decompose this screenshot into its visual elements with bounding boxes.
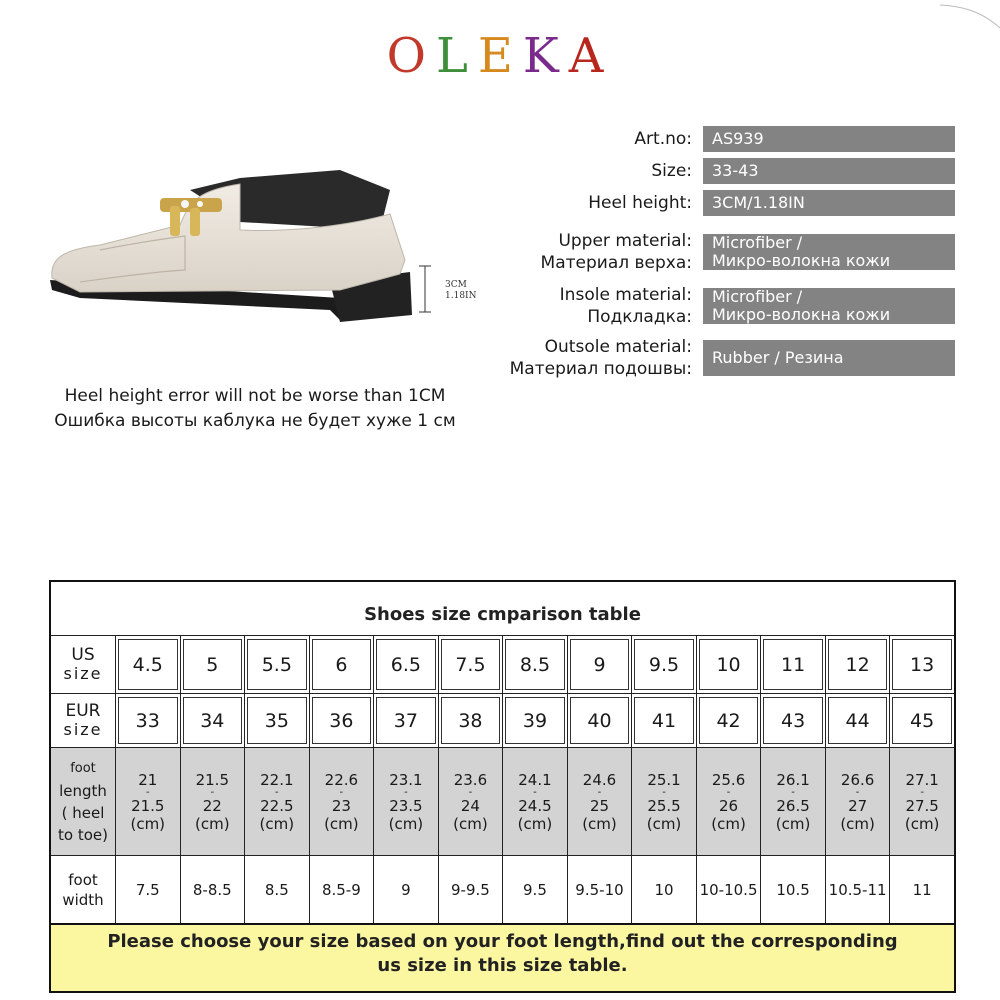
eur-size-value: 36 [312,697,372,744]
foot-length-unit: (cm) [388,814,424,833]
header-line: foot [68,870,98,889]
eur-size-cell [890,694,954,747]
eur-size-cell [374,694,439,747]
foot-length-dash: - [662,786,666,798]
spec-label: Art.no: [634,129,692,149]
spec-row [470,126,960,152]
foot-width-cell: 10.5 [761,856,826,923]
foot-length-row [51,748,954,856]
eur-size-cell [245,694,310,747]
us-size-value: 11 [763,639,823,690]
us-size-cell [632,636,697,693]
foot-length-unit: (cm) [517,814,553,833]
us-size-value: 4.5 [118,639,178,690]
eur-size-cell [310,694,375,747]
size-table [49,580,956,925]
foot-length-to: 24.5 [518,796,552,815]
us-size-cell [439,636,504,693]
foot-width-row [51,856,954,923]
us-size-cell [503,636,568,693]
header-line: ( heel [61,803,105,822]
us-size-cell [890,636,954,693]
us-size-cell [826,636,891,693]
us-size-cell [697,636,762,693]
foot-length-to: 27 [848,796,868,815]
foot-width-cell: 8.5 [245,856,310,923]
spec-label: Size: [651,161,692,181]
foot-length-from: 21 [138,770,158,789]
foot-length-unit: (cm) [453,814,488,833]
foot-length-unit: (cm) [130,814,166,833]
spec-value: 3CM/1.18IN [703,190,955,216]
foot-length-cell [245,748,310,855]
foot-width-cell: 10.5-11 [826,856,891,923]
foot-width-cell: 8.5-9 [310,856,375,923]
spec-row [470,230,960,273]
spec-value [703,288,955,324]
us-size-cell [374,636,439,693]
heel-note [0,384,510,434]
notice-line: Please choose your size based on your foot length,find out the corresponding [107,931,898,952]
foot-length-cell [439,748,504,855]
spec-label-ru: Подкладка: [587,307,692,327]
us-size-cell [310,636,375,693]
spec-row [470,336,960,378]
foot-length-unit: (cm) [840,814,875,833]
foot-length-from: 22.6 [324,770,359,789]
header-line: length [59,781,107,800]
brand-letter: O [386,28,436,84]
foot-length-to: 22.5 [260,796,294,815]
foot-length-dash: - [210,786,215,798]
us-size-value: 6 [312,639,372,690]
header-line: size [63,719,103,739]
us-size-cell [116,636,181,693]
eur-size-cell [503,694,568,747]
foot-width-header [51,856,116,923]
foot-width-cell: 11 [912,880,932,899]
foot-length-to: 24 [460,796,480,815]
us-size-cell [181,636,246,693]
foot-length-dash: - [726,786,731,798]
header-line: US [71,644,95,665]
spec-value: 33-43 [703,158,955,184]
eur-size-header [51,694,116,747]
foot-length-dash: - [855,786,860,798]
foot-length-from: 23.1 [389,770,423,789]
eur-size-value: 34 [183,697,243,744]
spec-value [703,234,955,270]
foot-length-unit: (cm) [711,814,746,833]
foot-length-cell [761,748,826,855]
us-size-cell [568,636,633,693]
foot-length-cell [697,748,762,855]
heel-note-en: Heel height error will not be worse than 1CM [64,386,446,406]
foot-length-from: 25.6 [711,770,746,789]
eur-size-value: 33 [118,697,178,744]
spec-label: Outsole material: [544,337,692,357]
header-line: width [62,890,104,909]
spec-label: Upper material: [558,231,692,251]
foot-length-dash: - [145,786,150,798]
foot-length-to: 26 [719,796,739,815]
foot-length-from: 26.6 [840,770,875,789]
spec-label: Insole material: [559,285,692,305]
spec-value: AS939 [703,126,955,152]
spec-value-line: Микро-волокна кожи [712,305,891,324]
foot-length-unit: (cm) [259,814,295,833]
size-table-title: Shoes size cmparison table [51,582,954,636]
foot-length-from: 21.5 [195,770,229,789]
size-notice [49,925,956,993]
foot-width-cell: 7.5 [116,856,181,923]
foot-width-cell: 9 [374,856,439,923]
us-size-header [51,636,116,693]
foot-length-unit: (cm) [582,814,617,833]
foot-length-cell [310,748,375,855]
spec-label-ru: Материал верха: [540,253,692,273]
eur-size-value: 35 [247,697,307,744]
us-size-value: 9 [570,639,630,690]
us-size-value: 10 [699,639,759,690]
foot-width-cell: 9.5 [503,856,568,923]
eur-size-cell [761,694,826,747]
foot-length-dash: - [275,786,279,798]
spec-label: Heel height: [588,193,692,213]
foot-length-from: 23.6 [453,770,488,789]
us-size-value: 5.5 [247,639,307,690]
foot-width-cell: 9.5-10 [568,856,633,923]
foot-length-unit: (cm) [195,814,230,833]
foot-length-dash: - [920,786,924,798]
eur-size-value: 40 [570,697,630,744]
eur-size-cell [826,694,891,747]
eur-size-value: 43 [763,697,823,744]
foot-length-dash: - [533,786,537,798]
foot-length-unit: (cm) [324,814,359,833]
foot-width-cell: 10 [632,856,697,923]
eur-size-value: 42 [699,697,759,744]
us-size-value: 7.5 [441,639,501,690]
foot-length-to: 25.5 [647,796,681,815]
header-line: to toe) [58,825,108,844]
foot-length-header [51,748,116,855]
brand-logo [0,28,1000,84]
foot-length-cell [890,748,954,855]
spec-value: Rubber / Резина [703,340,955,376]
foot-length-to: 23.5 [389,796,423,815]
us-size-value: 8.5 [505,639,565,690]
shoe-image [40,150,420,330]
foot-length-to: 22 [202,796,222,815]
foot-length-from: 22.1 [260,770,294,789]
eur-size-value: 45 [892,697,952,744]
eur-size-value: 44 [828,697,888,744]
eur-size-cell [181,694,246,747]
header-line: foot [70,760,96,776]
foot-length-cell [503,748,568,855]
foot-length-to: 25 [589,796,610,815]
foot-width-cell: 10-10.5 [697,856,762,923]
eur-size-value: 38 [441,697,501,744]
foot-length-cell [632,748,697,855]
eur-size-row [51,694,954,748]
foot-width-cell: 8-8.5 [181,856,246,923]
foot-length-unit: (cm) [775,814,811,833]
foot-length-from: 27.1 [905,770,939,789]
foot-length-to: 27.5 [905,796,939,815]
eur-size-cell [632,694,697,747]
eur-size-value: 37 [376,697,436,744]
spec-value-line: Микро-волокна кожи [712,251,891,270]
us-size-value: 9.5 [634,639,694,690]
brand-letter: A [568,28,614,84]
us-size-value: 12 [828,639,888,690]
notice-line: us size in this size table. [377,955,628,976]
foot-length-to: 23 [331,796,351,815]
heel-dim-in: 1.18IN [445,291,477,301]
foot-length-cell [374,748,439,855]
spec-value-line: Microfiber / [712,234,803,252]
foot-length-cell [568,748,633,855]
header-line: size [63,663,103,683]
spec-row [470,284,960,327]
us-size-value: 6.5 [376,639,436,690]
foot-length-dash: - [468,786,473,798]
foot-length-unit: (cm) [646,814,682,833]
spec-row [470,158,960,184]
eur-size-cell [568,694,633,747]
us-size-value: 5 [183,639,243,690]
foot-length-unit: (cm) [904,814,940,833]
spec-value-line: Microfiber / [712,288,803,306]
foot-length-cell [116,748,181,855]
foot-length-dash: - [339,786,344,798]
foot-length-dash: - [597,786,602,798]
foot-length-cell [826,748,891,855]
brand-letter: E [477,28,523,84]
heel-height-marker [405,262,445,318]
us-size-value: 13 [892,639,952,690]
eur-size-value: 39 [505,697,565,744]
foot-length-from: 24.1 [518,770,552,789]
us-size-row [51,636,954,694]
eur-size-cell [439,694,504,747]
foot-length-from: 24.6 [582,770,617,789]
foot-length-to: 26.5 [776,796,810,815]
foot-length-from: 25.1 [647,770,681,789]
corner-decoration [940,0,1000,30]
eur-size-value: 41 [634,697,694,744]
foot-length-from: 26.1 [776,770,810,789]
brand-letter: L [435,28,478,84]
us-size-cell [245,636,310,693]
header-line: EUR [65,700,101,721]
foot-width-cell: 9-9.5 [439,856,504,923]
brand-letter: K [522,28,569,84]
foot-length-cell [181,748,246,855]
foot-length-dash: - [404,786,408,798]
eur-size-cell [697,694,762,747]
foot-length-dash: - [791,786,795,798]
spec-row [470,190,960,216]
foot-length-to: 21.5 [131,796,165,815]
us-size-cell [761,636,826,693]
eur-size-cell [116,694,181,747]
heel-note-ru: Ошибка высоты каблука не будет хуже 1 см [54,411,456,431]
spec-label-ru: Материал подошвы: [509,359,692,379]
heel-dim-cm: 3CM [445,280,467,290]
